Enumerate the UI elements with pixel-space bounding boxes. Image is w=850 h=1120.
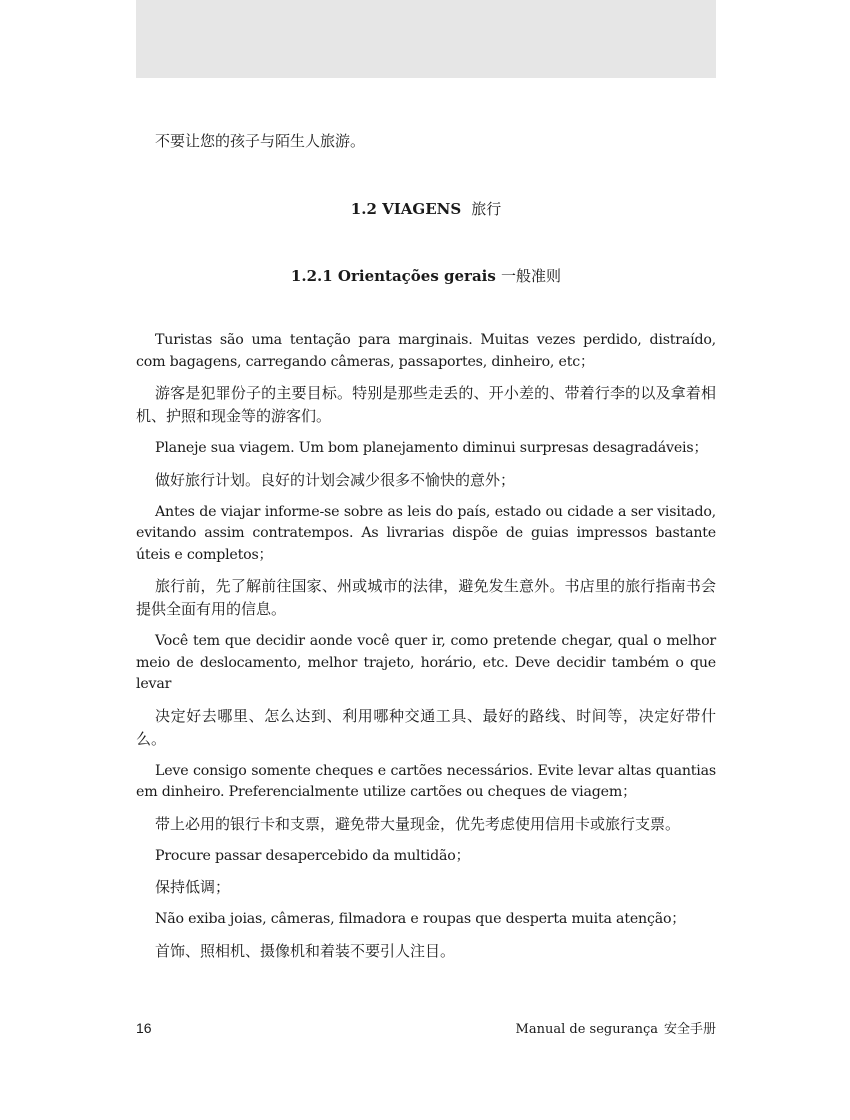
footer-title-cn: 安全手册 xyxy=(663,1022,716,1037)
footer-title xyxy=(516,1018,716,1037)
body-text xyxy=(136,330,716,973)
paragraph-pt: Planeje sua viagem. Um bom planejamento diminui surpresas desagradáveis； xyxy=(155,440,708,456)
footer-title-pt: Manual de segurança xyxy=(515,1022,658,1037)
paragraph-pt: Não exiba joias, câmeras, filmadora e roupas que desperta muita atenção； xyxy=(155,911,686,927)
paragraph-cn: 做好旅行计划。良好的计划会减少很多不愉快的意外； xyxy=(155,470,516,489)
paragraph-cn: 保持低调； xyxy=(155,878,231,896)
paragraph-pt: Antes de viajar informe-se sobre as leis do país, estado ou cidade a ser visitado, evitando assim contratempos. As livrarias dispõe de guias impressos bastante úteis e completos； xyxy=(136,503,716,563)
subsection-title xyxy=(136,265,716,286)
paragraph-pt: Turistas são uma tentação para marginais. Muitas vezes perdido, distraído, com bagagens, carregando câmeras, passaportes, dinheiro, etc； xyxy=(136,332,716,370)
paragraph-pt: Procure passar desapercebido da multidão； xyxy=(155,847,470,864)
paragraph-cn: 首饰、照相机、摄像机和着装不要引人注目。 xyxy=(155,941,456,960)
paragraph-cn: 旅行前，先了解前往国家、州或城市的法律，避免发生意外。书店里的旅行指南书会提供全面有用的信息。 xyxy=(136,577,716,618)
paragraph-pt: Você tem que decidir aonde você quer ir, como pretende chegar, qual o melhor meio de deslocamento, melhor trajeto, horário, etc. Deve decidir também o que levar xyxy=(136,633,716,692)
paragraph-cn: 带上必用的银行卡和支票，避免带大量现金，优先考虑使用信用卡或旅行支票。 xyxy=(155,814,681,833)
subsection-title-pt: 1.2.1 Orientações gerais xyxy=(290,267,496,285)
paragraph-cn: 决定好去哪里、怎么达到、利用哪种交通工具、最好的路线、时间等，决定好带什么。 xyxy=(136,706,716,748)
section-title-cn: 旅行 xyxy=(471,200,502,218)
section-title-pt: 1.2 VIAGENS xyxy=(350,200,462,218)
intro-line: 不要让您的孩子与陌生人旅游。 xyxy=(155,132,366,150)
paragraph-cn: 游客是犯罪份子的主要目标。特别是那些走丢的、开小差的、带着行李的以及拿着相机、护照和现金等的游客们。 xyxy=(136,384,716,425)
page-number: 16 xyxy=(136,1020,152,1036)
paragraph-pt: Leve consigo somente cheques e cartões necessários. Evite levar altas quantias em dinheiro. Preferencialmente utilize cartões ou cheques de viagem； xyxy=(136,762,716,800)
subsection-title-cn: 一般准则 xyxy=(501,267,562,285)
section-title xyxy=(136,198,716,219)
header-placeholder-box xyxy=(136,0,716,78)
